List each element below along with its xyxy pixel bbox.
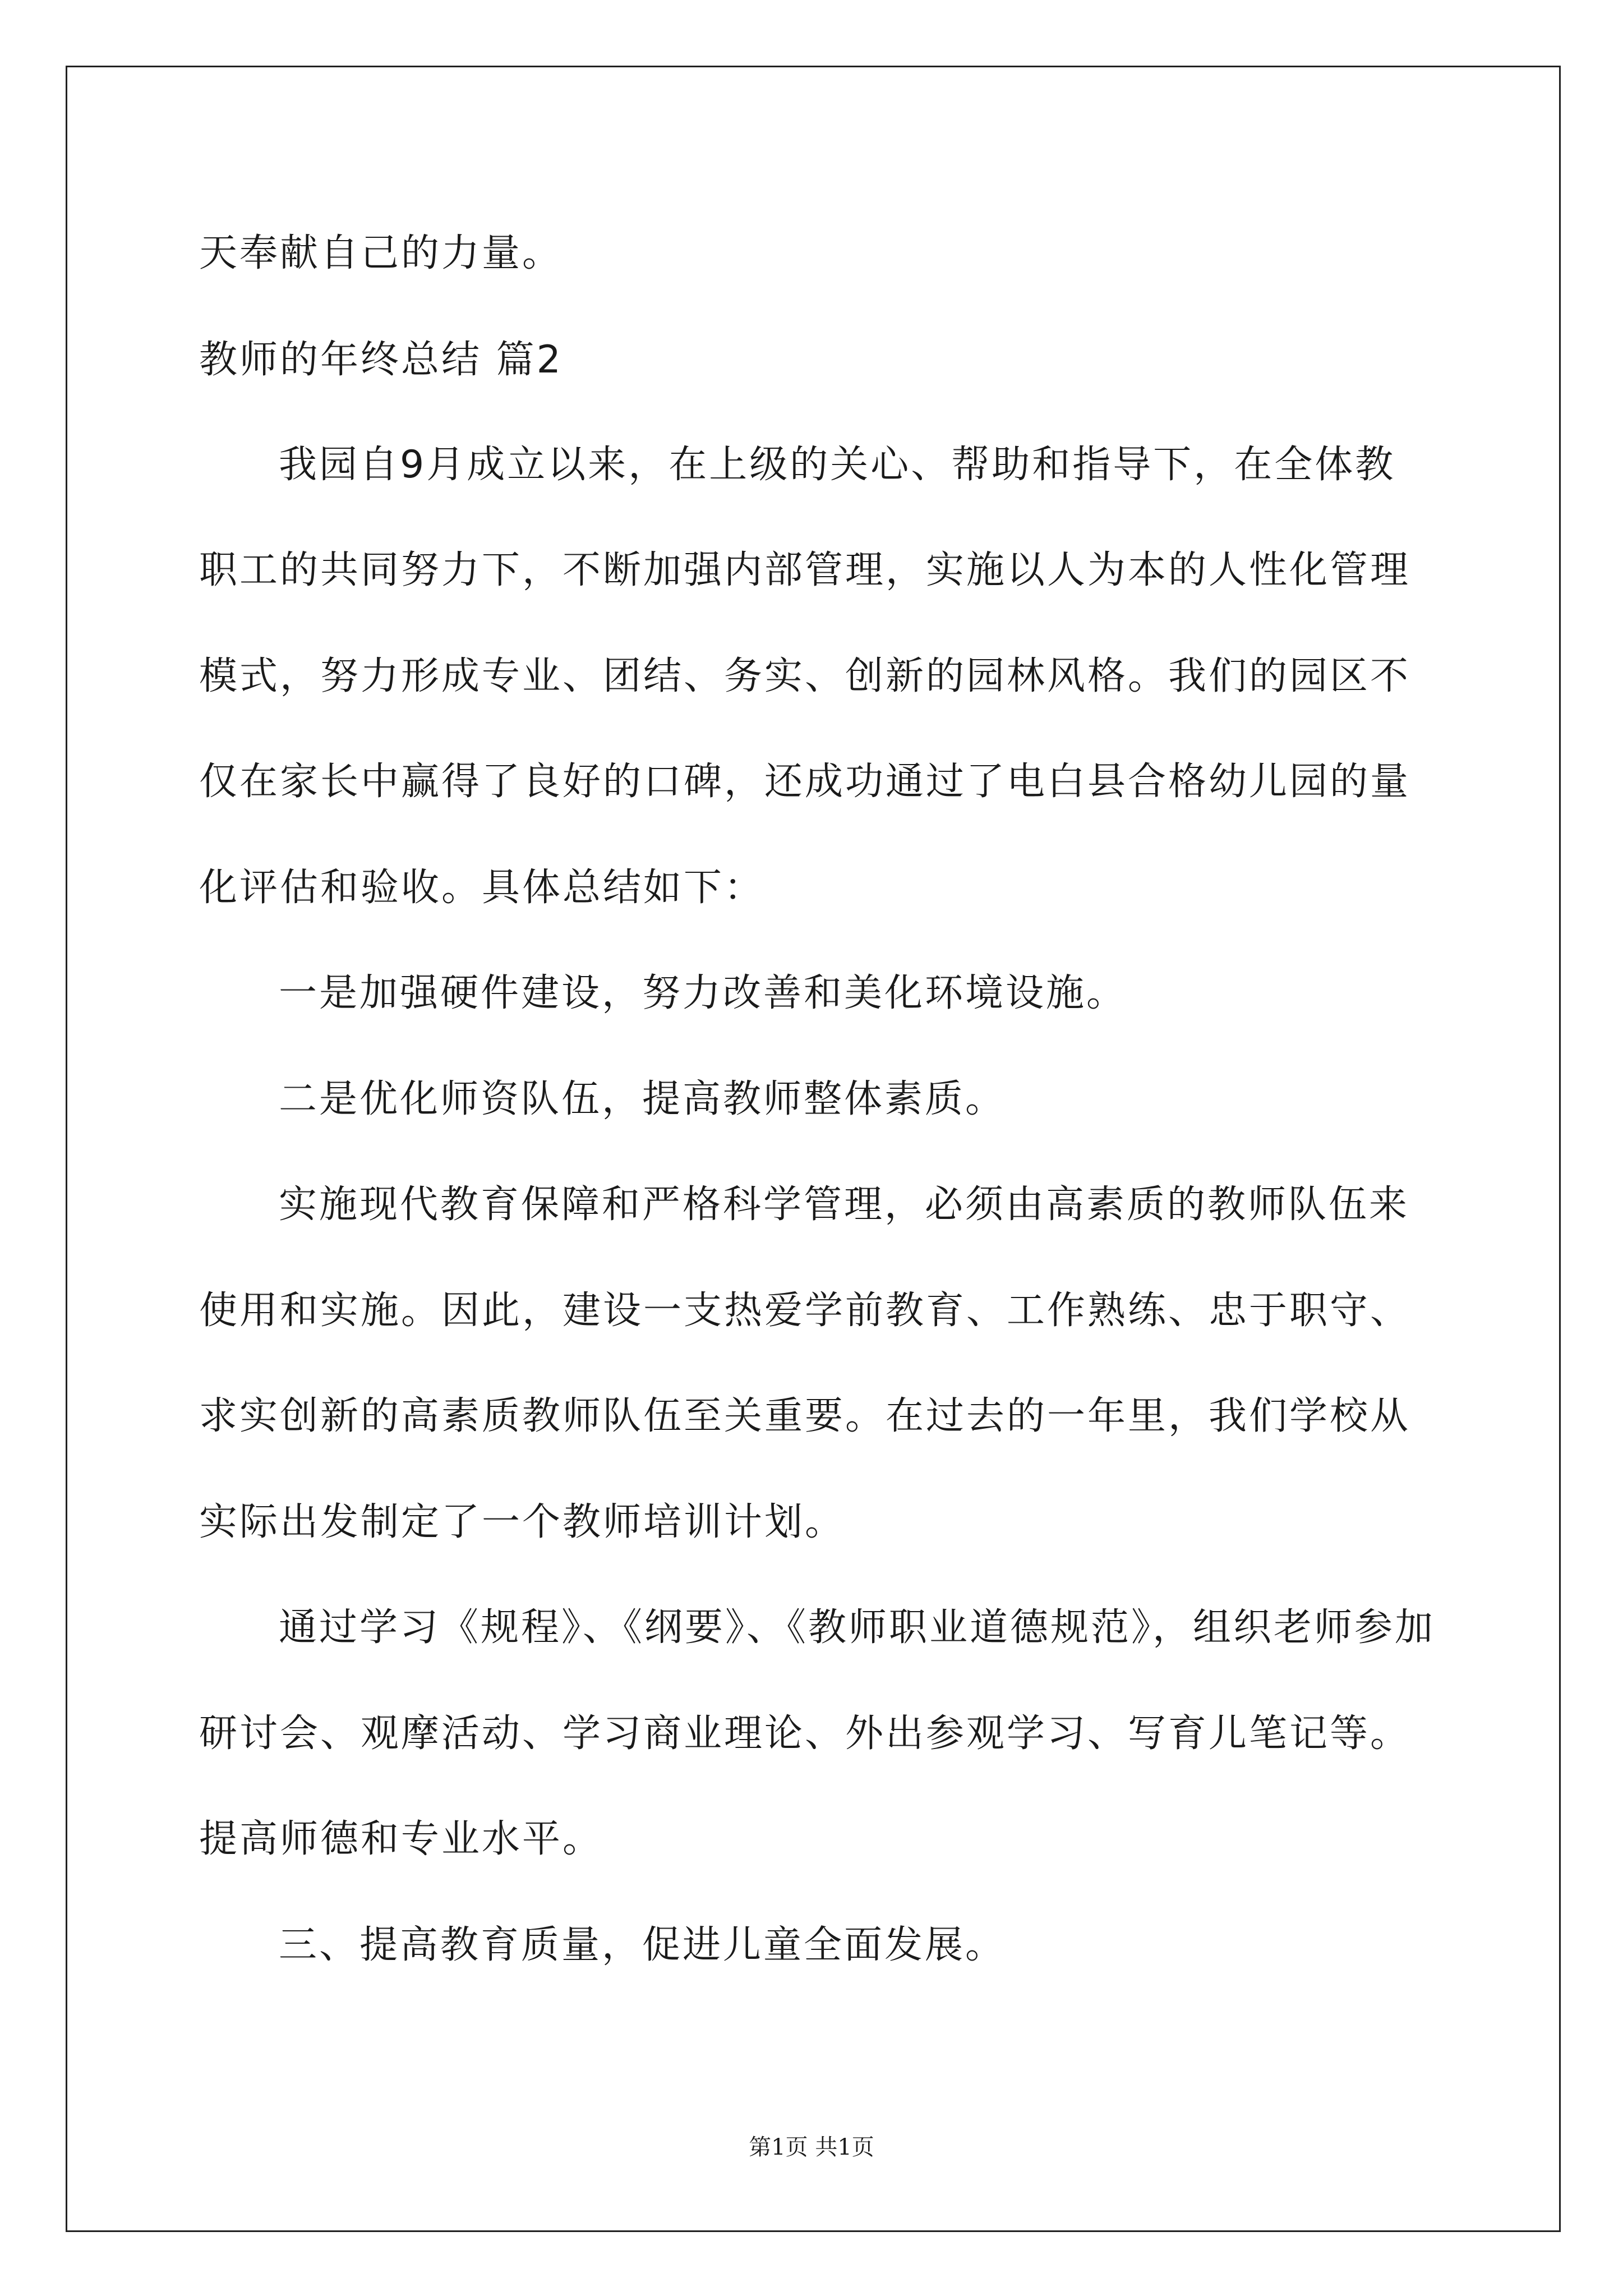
text-line: 提高师德和专业水平。: [199, 1817, 603, 1861]
text-line: 一是加强硬件建设，努力改善和美化环境设施。: [279, 971, 1127, 1015]
text-line: 三、提高教育质量，促进儿童全面发展。: [279, 1923, 1006, 1967]
text-line: 天奉献自己的力量。: [199, 231, 563, 275]
text-line: 化评估和验收。具体总结如下：: [199, 866, 765, 910]
text-line: 使用和实施。因此，建设一支热爱学前教育、工作熟练、忠于职守、: [199, 1289, 1411, 1333]
page-number: 第1页 共1页: [749, 2134, 874, 2160]
text-line: 实际出发制定了一个教师培训计划。: [199, 1500, 846, 1544]
text-line: 职工的共同努力下，不断加强内部管理，实施以人为本的人性化管理: [199, 548, 1411, 592]
text-line: 仅在家长中赢得了良好的口碑，还成功通过了电白县合格幼儿园的量: [199, 760, 1411, 804]
text-line: 通过学习《规程》、《纲要》、《教师职业道德规范》，组织老师参加: [279, 1605, 1436, 1650]
text-line: 模式，努力形成专业、团结、务实、创新的园林风格。我们的园区不: [199, 654, 1411, 698]
section-heading: 教师的年终总结 篇2: [199, 338, 563, 382]
text-line: 研讨会、观摩活动、学习商业理论、外出参观学习、写育儿笔记等。: [199, 1711, 1411, 1756]
page-border: [66, 66, 1561, 2232]
text-line: 实施现代教育保障和严格科学管理，必须由高素质的教师队伍来: [279, 1182, 1410, 1227]
text-line: 二是优化师资队伍，提高教师整体素质。: [279, 1077, 1006, 1121]
text-line: 我园自9月成立以来，在上级的关心、帮助和指导下，在全体教: [279, 443, 1396, 487]
text-line: 求实创新的高素质教师队伍至关重要。在过去的一年里，我们学校从: [199, 1394, 1411, 1438]
